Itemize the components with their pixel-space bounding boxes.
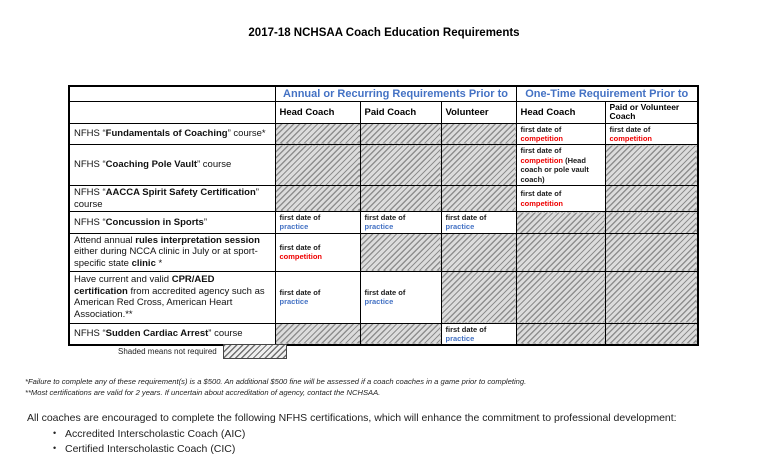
not-required-cell	[516, 271, 605, 323]
not-required-cell	[516, 323, 605, 345]
requirement-text: NFHS “	[74, 328, 106, 340]
requirement-emphasis: clinic	[131, 258, 156, 269]
deadline-prefix: first date of	[279, 213, 321, 223]
deadline-prefix: first date of	[364, 287, 406, 297]
deadline-prefix: first date of	[279, 287, 321, 297]
deadline-prefix: first date of	[364, 213, 406, 223]
not-required-cell	[275, 185, 360, 211]
requirement-text: Have current and valid	[74, 273, 172, 285]
page-title: 2017-18 NCHSAA Coach Education Requirements	[248, 27, 520, 39]
deadline-prefix: first date of	[279, 242, 321, 252]
not-required-cell	[360, 323, 441, 345]
table-row	[69, 123, 698, 145]
requirements-table	[68, 85, 699, 346]
requirement-deadline-cell	[441, 323, 516, 345]
requirement-deadline-cell	[275, 271, 360, 323]
closing-paragraph: All coaches are encouraged to complete the following NFHS certifications, which will enhance the commitment to professional development:	[27, 412, 677, 424]
requirement-text: ” course	[197, 159, 232, 171]
table-row	[69, 212, 698, 234]
requirement-deadline-cell	[516, 123, 605, 145]
requirement-cell	[69, 212, 275, 234]
not-required-cell	[360, 145, 441, 186]
deadline-keyword: practice	[445, 222, 475, 232]
table-row	[69, 185, 698, 211]
closing-section	[27, 412, 677, 455]
not-required-cell	[605, 233, 698, 271]
deadline-prefix: first date of	[445, 213, 487, 223]
requirement-cell	[69, 145, 275, 186]
requirement-cell	[69, 123, 275, 145]
requirement-deadline-cell	[516, 145, 605, 186]
requirement-emphasis: Concussion in Sports	[105, 216, 204, 228]
certification-list	[27, 428, 677, 455]
corner-cell	[69, 102, 275, 124]
deadline-note: (Head coach or pole vault coach)	[520, 155, 589, 184]
bullet-icon: •	[53, 428, 57, 438]
requirement-cell	[69, 323, 275, 345]
not-required-cell	[605, 185, 698, 211]
column-header: Head Coach	[516, 102, 605, 124]
requirement-emphasis: CPR/AED certification	[74, 273, 215, 297]
not-required-cell	[360, 123, 441, 145]
not-required-cell	[605, 271, 698, 323]
requirement-text: *	[155, 258, 163, 269]
deadline-prefix: first date of	[609, 124, 651, 134]
column-header: Paid Coach	[360, 102, 441, 124]
group-header-annual: Annual or Recurring Requirements Prior to	[275, 86, 516, 102]
requirement-text: NFHS “	[74, 216, 106, 228]
list-item-label: Accredited Interscholastic Coach (AIC)	[65, 428, 246, 440]
list-item-label: Certified Interscholastic Coach (CIC)	[65, 443, 236, 455]
requirement-text: ”	[203, 216, 208, 228]
requirement-text: ” course	[208, 328, 243, 340]
deadline-keyword: practice	[364, 297, 394, 307]
legend	[118, 344, 287, 359]
requirement-text: NFHS “	[74, 128, 106, 140]
requirement-cell	[69, 233, 275, 271]
requirement-text: from accredited agency such as American Red Cross, American Heart Association.**	[74, 285, 265, 320]
column-header: Head Coach	[275, 102, 360, 124]
group-header-row	[69, 86, 698, 102]
deadline-keyword: competition	[279, 252, 322, 262]
deadline-keyword: practice	[279, 297, 309, 307]
requirement-deadline-cell	[516, 185, 605, 211]
shaded-swatch	[223, 344, 287, 359]
not-required-cell	[516, 233, 605, 271]
requirement-text: ” course*	[227, 128, 266, 140]
requirement-text: NFHS “	[74, 159, 106, 171]
deadline-prefix: first date of	[520, 124, 562, 134]
deadline-keyword: practice	[364, 222, 394, 232]
corner-cell	[69, 86, 275, 102]
not-required-cell	[275, 145, 360, 186]
footnote-line: *Failure to complete any of these requirement(s) is a $500. An additional $500 fine will be assessed if a coach coaches in a game prior to completing.	[25, 377, 527, 386]
column-header: Volunteer	[441, 102, 516, 124]
not-required-cell	[605, 323, 698, 345]
group-header-onetime: One-Time Requirement Prior to	[516, 86, 698, 102]
deadline-keyword: competition	[520, 134, 563, 144]
requirement-deadline-cell	[275, 212, 360, 234]
requirement-emphasis: Coaching Pole Vault	[105, 159, 197, 171]
table-row	[69, 233, 698, 271]
deadline-prefix: first date of	[520, 146, 562, 156]
footnotes	[25, 376, 526, 398]
not-required-cell	[605, 212, 698, 234]
list-item	[27, 428, 677, 440]
deadline-keyword: competition	[520, 198, 563, 208]
requirement-text: NFHS “	[74, 186, 106, 198]
requirement-emphasis: Sudden Cardiac Arrest	[105, 328, 209, 340]
requirement-emphasis: rules interpretation session	[135, 234, 260, 246]
not-required-cell	[441, 271, 516, 323]
deadline-prefix: first date of	[445, 324, 487, 334]
deadline-prefix: first date of	[520, 189, 562, 199]
table-row	[69, 271, 698, 323]
requirement-deadline-cell	[605, 123, 698, 145]
requirement-deadline-cell	[441, 212, 516, 234]
requirement-text: either during NCCA clinic in July or at sport-specific state	[74, 246, 258, 269]
requirement-emphasis: Fundamentals of Coaching	[105, 128, 228, 140]
requirement-deadline-cell	[360, 271, 441, 323]
bullet-icon: •	[53, 443, 57, 453]
legend-label: Shaded means not required	[118, 347, 217, 356]
deadline-keyword: competition	[609, 134, 652, 144]
not-required-cell	[275, 123, 360, 145]
requirement-deadline-cell	[360, 212, 441, 234]
column-header: Paid or Volunteer Coach	[605, 102, 698, 124]
requirement-text: Attend annual	[74, 234, 136, 246]
table-row	[69, 145, 698, 186]
table-row	[69, 323, 698, 345]
requirement-deadline-cell	[275, 233, 360, 271]
requirement-emphasis: AACCA Spirit Safety Certification	[105, 186, 256, 198]
not-required-cell	[516, 212, 605, 234]
deadline-keyword: practice	[445, 333, 475, 343]
requirement-cell	[69, 185, 275, 211]
list-item	[27, 443, 677, 455]
not-required-cell	[360, 233, 441, 271]
requirement-text: ” course	[74, 186, 259, 210]
not-required-cell	[275, 323, 360, 345]
column-header-row	[69, 102, 698, 124]
footnote-line: **Most certifications are valid for 2 years. If uncertain about accreditation of agency, contact the NCHSAA.	[25, 388, 381, 397]
not-required-cell	[441, 145, 516, 186]
requirement-cell	[69, 271, 275, 323]
not-required-cell	[605, 145, 698, 186]
not-required-cell	[360, 185, 441, 211]
deadline-keyword: competition	[520, 155, 563, 165]
not-required-cell	[441, 233, 516, 271]
not-required-cell	[441, 123, 516, 145]
deadline-keyword: practice	[279, 222, 309, 232]
not-required-cell	[441, 185, 516, 211]
